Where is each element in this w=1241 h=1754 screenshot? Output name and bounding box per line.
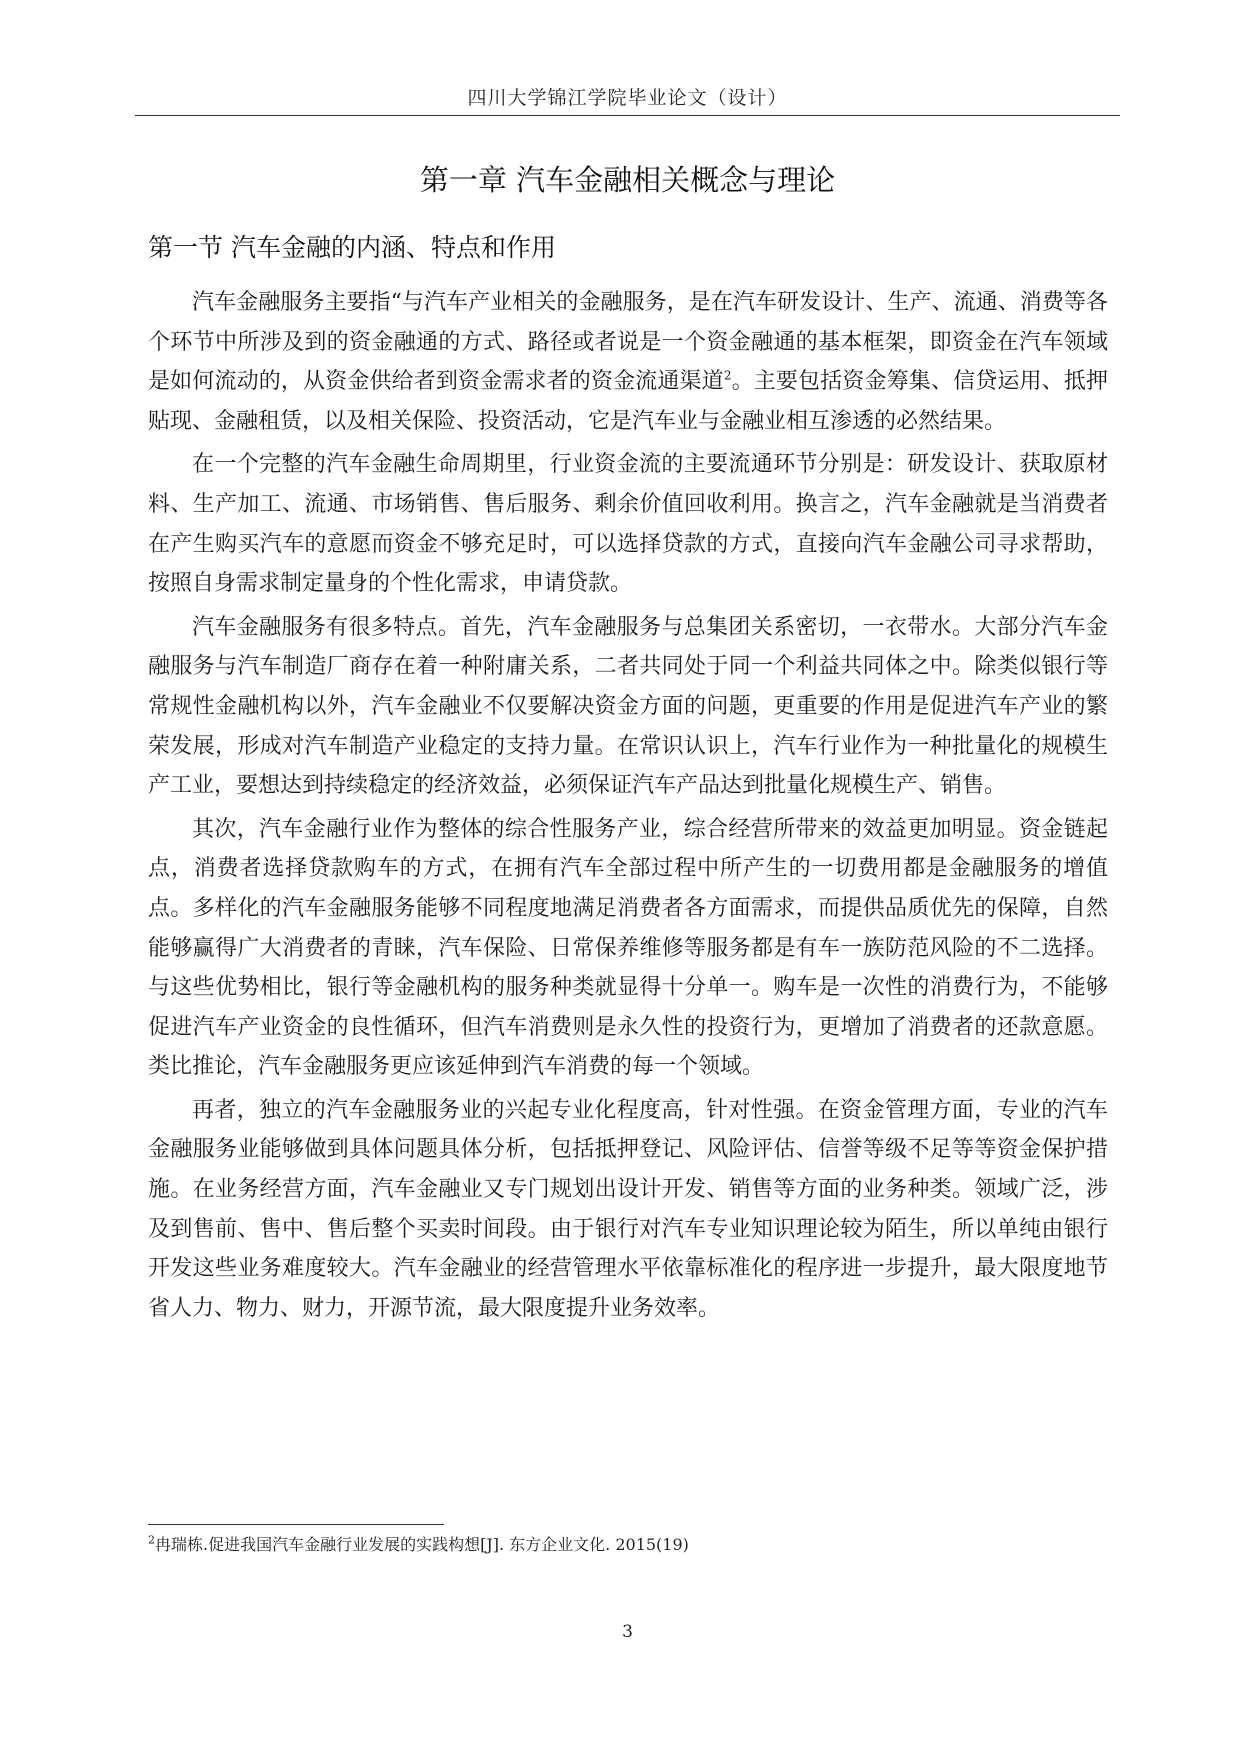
header-rule: [135, 115, 1120, 116]
body-text: [148, 283, 1108, 1328]
paragraph-4: 其次，汽车金融行业作为整体的综合性服务产业，综合经营所带来的效益更加明显。资金链起点，消费者选择贷款购车的方式，在拥有汽车全部过程中所产生的一切费用都是金融服务的增值点。多样化的汽车金融服务能够不同程度地满足消费者各方面需求，而提供品质优先的保障，自然能够赢得广大消费者的青睐，汽车保险、日常保养维修等服务都是有车一族防范风险的不二选择。与这些优势相比，银行等金融机构的服务种类就显得十分单一。购车是一次性的消费行为，不能够促进汽车产业资金的良性循环，但汽车消费则是永久性的投资行为，更增加了消费者的还款意愿。类比推论，汽车金融服务更应该延伸到汽车消费的每一个领域。: [148, 816, 1108, 1080]
footnote-separator: [148, 1524, 444, 1525]
page-number: 3: [622, 1622, 633, 1642]
footnote-reference[interactable]: 2: [723, 368, 732, 383]
footnote-mark: 2: [148, 1533, 155, 1547]
footnote-text: 冉瑞栋.促进我国汽车金融行业发展的实践构想[J]. 东方企业文化. 2015(19): [155, 1535, 689, 1554]
running-header: 四川大学锦江学院毕业论文（设计）: [467, 87, 788, 109]
paragraph-1-text-continued: 。主要包括资金筹集、信贷运用、抵押贴现、金融租赁，以及相关保险、投资活动，它是汽车业与金融业相互渗透的必然结果。: [148, 369, 1108, 434]
chapter-title: 第一章 汽车金融相关概念与理论: [419, 163, 836, 197]
footnote: [148, 1532, 689, 1555]
paragraph-5: 再者，独立的汽车金融服务业的兴起专业化程度高，针对性强。在资金管理方面，专业的汽车金融服务业能够做到具体问题具体分析，包括抵押登记、风险评估、信誉等级不足等等资金保护措施。在业务经营方面，汽车金融业又专门规划出设计开发、销售等方面的业务种类。领域广泛，涉及到售前、售中、售后整个买卖时间段。由于银行对汽车专业知识理论较为陌生，所以单纯由银行开发这些业务难度较大。汽车金融业的经营管理水平依靠标准化的程序进一步提升，最大限度地节省人力、物力、财力，开源节流，最大限度提升业务效率。: [148, 1097, 1108, 1321]
paragraph-1: [148, 283, 1108, 441]
paragraph-2: 在一个完整的汽车金融生命周期里，行业资金流的主要流通环节分别是：研发设计、获取原材料、生产加工、流通、市场销售、售后服务、剩余价值回收利用。换言之，汽车金融就是当消费者在产生购买汽车的意愿而资金不够充足时，可以选择贷款的方式，直接向汽车金融公司寻求帮助，按照自身需求制定量身的个性化需求，申请贷款。: [148, 452, 1108, 597]
paragraph-1-text: 汽车金融服务主要指“与汽车产业相关的金融服务，是在汽车研发设计、生产、流通、消费等各个环节中所涉及到的资金融通的方式、路径或者说是一个资金融通的基本框架，即资金在汽车领域是如何流动的，从资金供给者到资金需求者的资金流通渠道: [148, 290, 1108, 395]
paragraph-3: 汽车金融服务有很多特点。首先，汽车金融服务与总集团关系密切，一衣带水。大部分汽车金融服务与汽车制造厂商存在着一种附庸关系，二者共同处于同一个利益共同体之中。除类似银行等常规性金融机构以外，汽车金融业不仅要解决资金方面的问题，更重要的作用是促进汽车产业的繁荣发展，形成对汽车制造产业稳定的支持力量。在常识认识上，汽车行业作为一种批量化的规模生产工业，要想达到持续稳定的经济效益，必须保证汽车产品达到批量化规模生产、销售。: [148, 614, 1108, 799]
section-title: 第一节 汽车金融的内涵、特点和作用: [148, 233, 556, 262]
